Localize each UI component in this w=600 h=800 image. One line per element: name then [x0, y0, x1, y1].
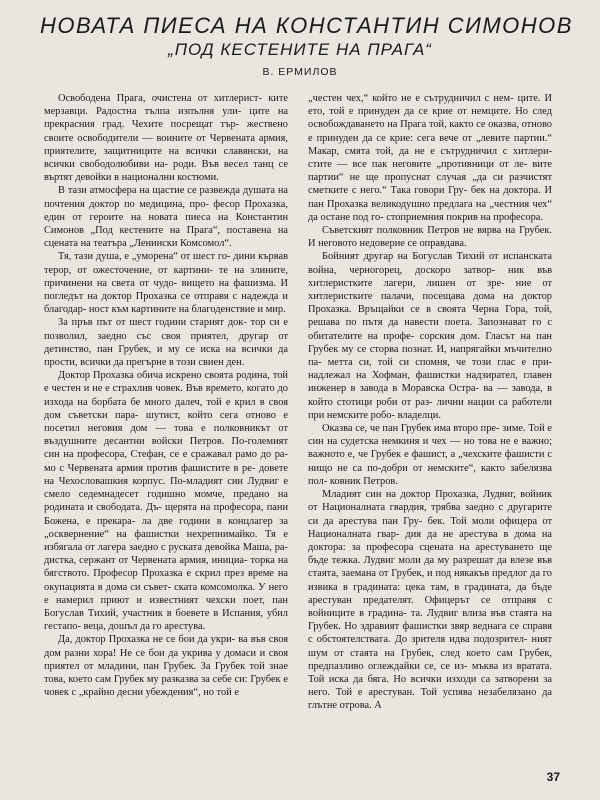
paragraph: Бойният другар на Богуслав Тихий от испанската война, черногорец, доскоро затвор- ник във хитлеристките лагери, лишен от зре- ние от хитлеристките палачи, посещава дома на доктор Прохазка. Връщайки се в своята Черна Гора, той, решава по пътя да навести поета. Запознават го с обитателите на профе- сорския дом. Гласът на пан Грубек му се сторва познат. И, напрягайки мъчително па- метта си, той си спомня, че този глас е при- надлежал на Хофман, фашистки надзирател, главен инженер в завода в Моравска Остра- ва — завода, в който стотици роби от раз- лични нации са работели при немските робо- владелци. [308, 251, 552, 421]
paragraph: Доктор Прохазка обича искрено своята родина, той е честен и не е страхлив човек. Във времето, когато до изхода на борбата бе много далеч, той е крил в своя дом съветски пара- шутист, който сега отново е посетил неговия дом — това е полковникът от въздушните десантни войски Петров. По-големият син на професора, Стефан, се е сражавал рамо до ра- мо с Червената армия против фашистите в ре- довете на Чехословашкия корпус. По-младият син Лудвиг е смело седемнадесет годишно момче, предано на родината и свободата. Дъ- щерята на професора, пани Божена, е прекара- ла две години в концлагер за „осквернение“ на фашистки нехрепнимайко. Тя е избягала от лагера заедно с руската девойка Маша, ра- дистка, сержант от Червената армия, инициа- торка на бягството. Професор Прохазка е скрил през време на окупацията в дома си съвет- ската комсомолка. У него е намерил приют и известният чехски поет, пан Богуслав Тихий, участник в боевете в Испания, убил гестапо- веца, дошъл да го арестува. [44, 370, 288, 633]
paragraph: „честен чех,“ който не е сътрудничил с нем- ците. И ето, той е принуден да се крие от немците. Но след освобождаването на Прага той, както се оказва, отново е принуден да се крие: сега вече от „левите партии.“ Макар, смята той, да не е сътрудничил с хитлери- стите — все пак неговите „противници от ле- вите партии“ не ще пропуснат случая „да си разчистят сметките с него.“ Така говори Гру- бек на доктора. И пан Прохазка великодушно предлага на „честния чех“ да остане под го- стоприемния покрив на професора. [308, 93, 552, 223]
article-subtitle: „ПОД КЕСТЕНИТЕ НА ПРАГА“ [168, 40, 432, 59]
page-number: 37 [546, 770, 560, 784]
paragraph: Съветският полковник Петров не вярва на Грубек. И неговото недоверие се оправдава. [308, 225, 552, 250]
paragraph: Младият син на доктор Прохазка, Лудвиг, войник от Националната гвардия, трябва заедно с другарите си да арестува пан Гру- бек. Той моли офицера от Националната гвар- дия да не арестува в дома на доктора: за професора сцената на арестуването ще бъде тежка. Лудвиг моли да му разрешат да влезе във стаята, заемана от Грубек, и под някакъв предлог да го извика в градината: цека там, в градината, да бъде арестуван предателят. Офицерът се отправя с войниците в градина- та. Лудвиг влиза във стаята на Грубек. Но здравият фашистки звяр веднага се справя с обстоятелствата. До зрителя идва подозрител- ният шум от стаята на Грубек, след което сам Грубек, предпазливо оглеждайки се, се из- мъква из вратата. Той иска да бяга. Но всички изходи са затворени за него. Той е арестуван. Той успява незабелязано да глътне отрова. А [308, 489, 552, 712]
paragraph: Оказва се, че пан Грубек има второ пре- зиме. Той е син на судетска немкиня и чех — но това не е важно; важното е, че Грубек е фашист, а „чехските фашисти с нищо не са по-добри от немските“, както забелязва пол- ковник Петров. [308, 423, 552, 487]
right-column [308, 92, 552, 782]
article-author: В. ЕРМИЛОВ [262, 66, 338, 78]
paragraph: В тази атмосфера на щастие се развежда душата на почтения доктор по медицина, про- фесор Прохазка, един от героите на новата пиеса на Константин Симонов „Под кестените на Прага“, поставена на сцената на театъра „Ленински Комсомол“. [44, 185, 288, 250]
paragraph: Освободена Прага, очистена от хитлерист- ките мерзавци. Радостна тълпа изпълня ули- ците на прекрасния град. Чехите посрещат тър- жествено своите освободители — воините от Червената армия, приятелите, защитниците на всички славянски, на всички свободолюбиви на- роди. Във весел танц се въртят девойки в национални костюми. [44, 93, 288, 184]
left-column [44, 92, 288, 782]
article-title: НОВАТА ПИЕСА НА КОНСТАНТИН СИМОНОВ [40, 13, 573, 38]
paragraph: Да, доктор Прохазка не се бои да укри- ва във своя дом разни хора! Не се бои да укрива у домаси и своя приятел от младини, пан Грубек. За Грубек той знае това, което сам Грубек му разказва за себе си: Грубек е човек с „крайно десни убеждения“, но той е [44, 634, 288, 699]
paragraph: Тя, тази душа, е „уморена“ от шест го- дини кървав терор, от ожесточение, от картини- те на злините, причинени на света от чудо- вището на фашизма. И погледът на доктор Прохазка се отправя с надежда и благодар- ност към картините на благоденствие и мир. [44, 251, 288, 316]
paragraph: За пръв път от шест години старият док- тор си е позволил, заедно със своя приятел, другар от детинство, пан Грубек, и му се иска на всички да прости, всички да прегърне в този свиен ден. [44, 317, 288, 369]
